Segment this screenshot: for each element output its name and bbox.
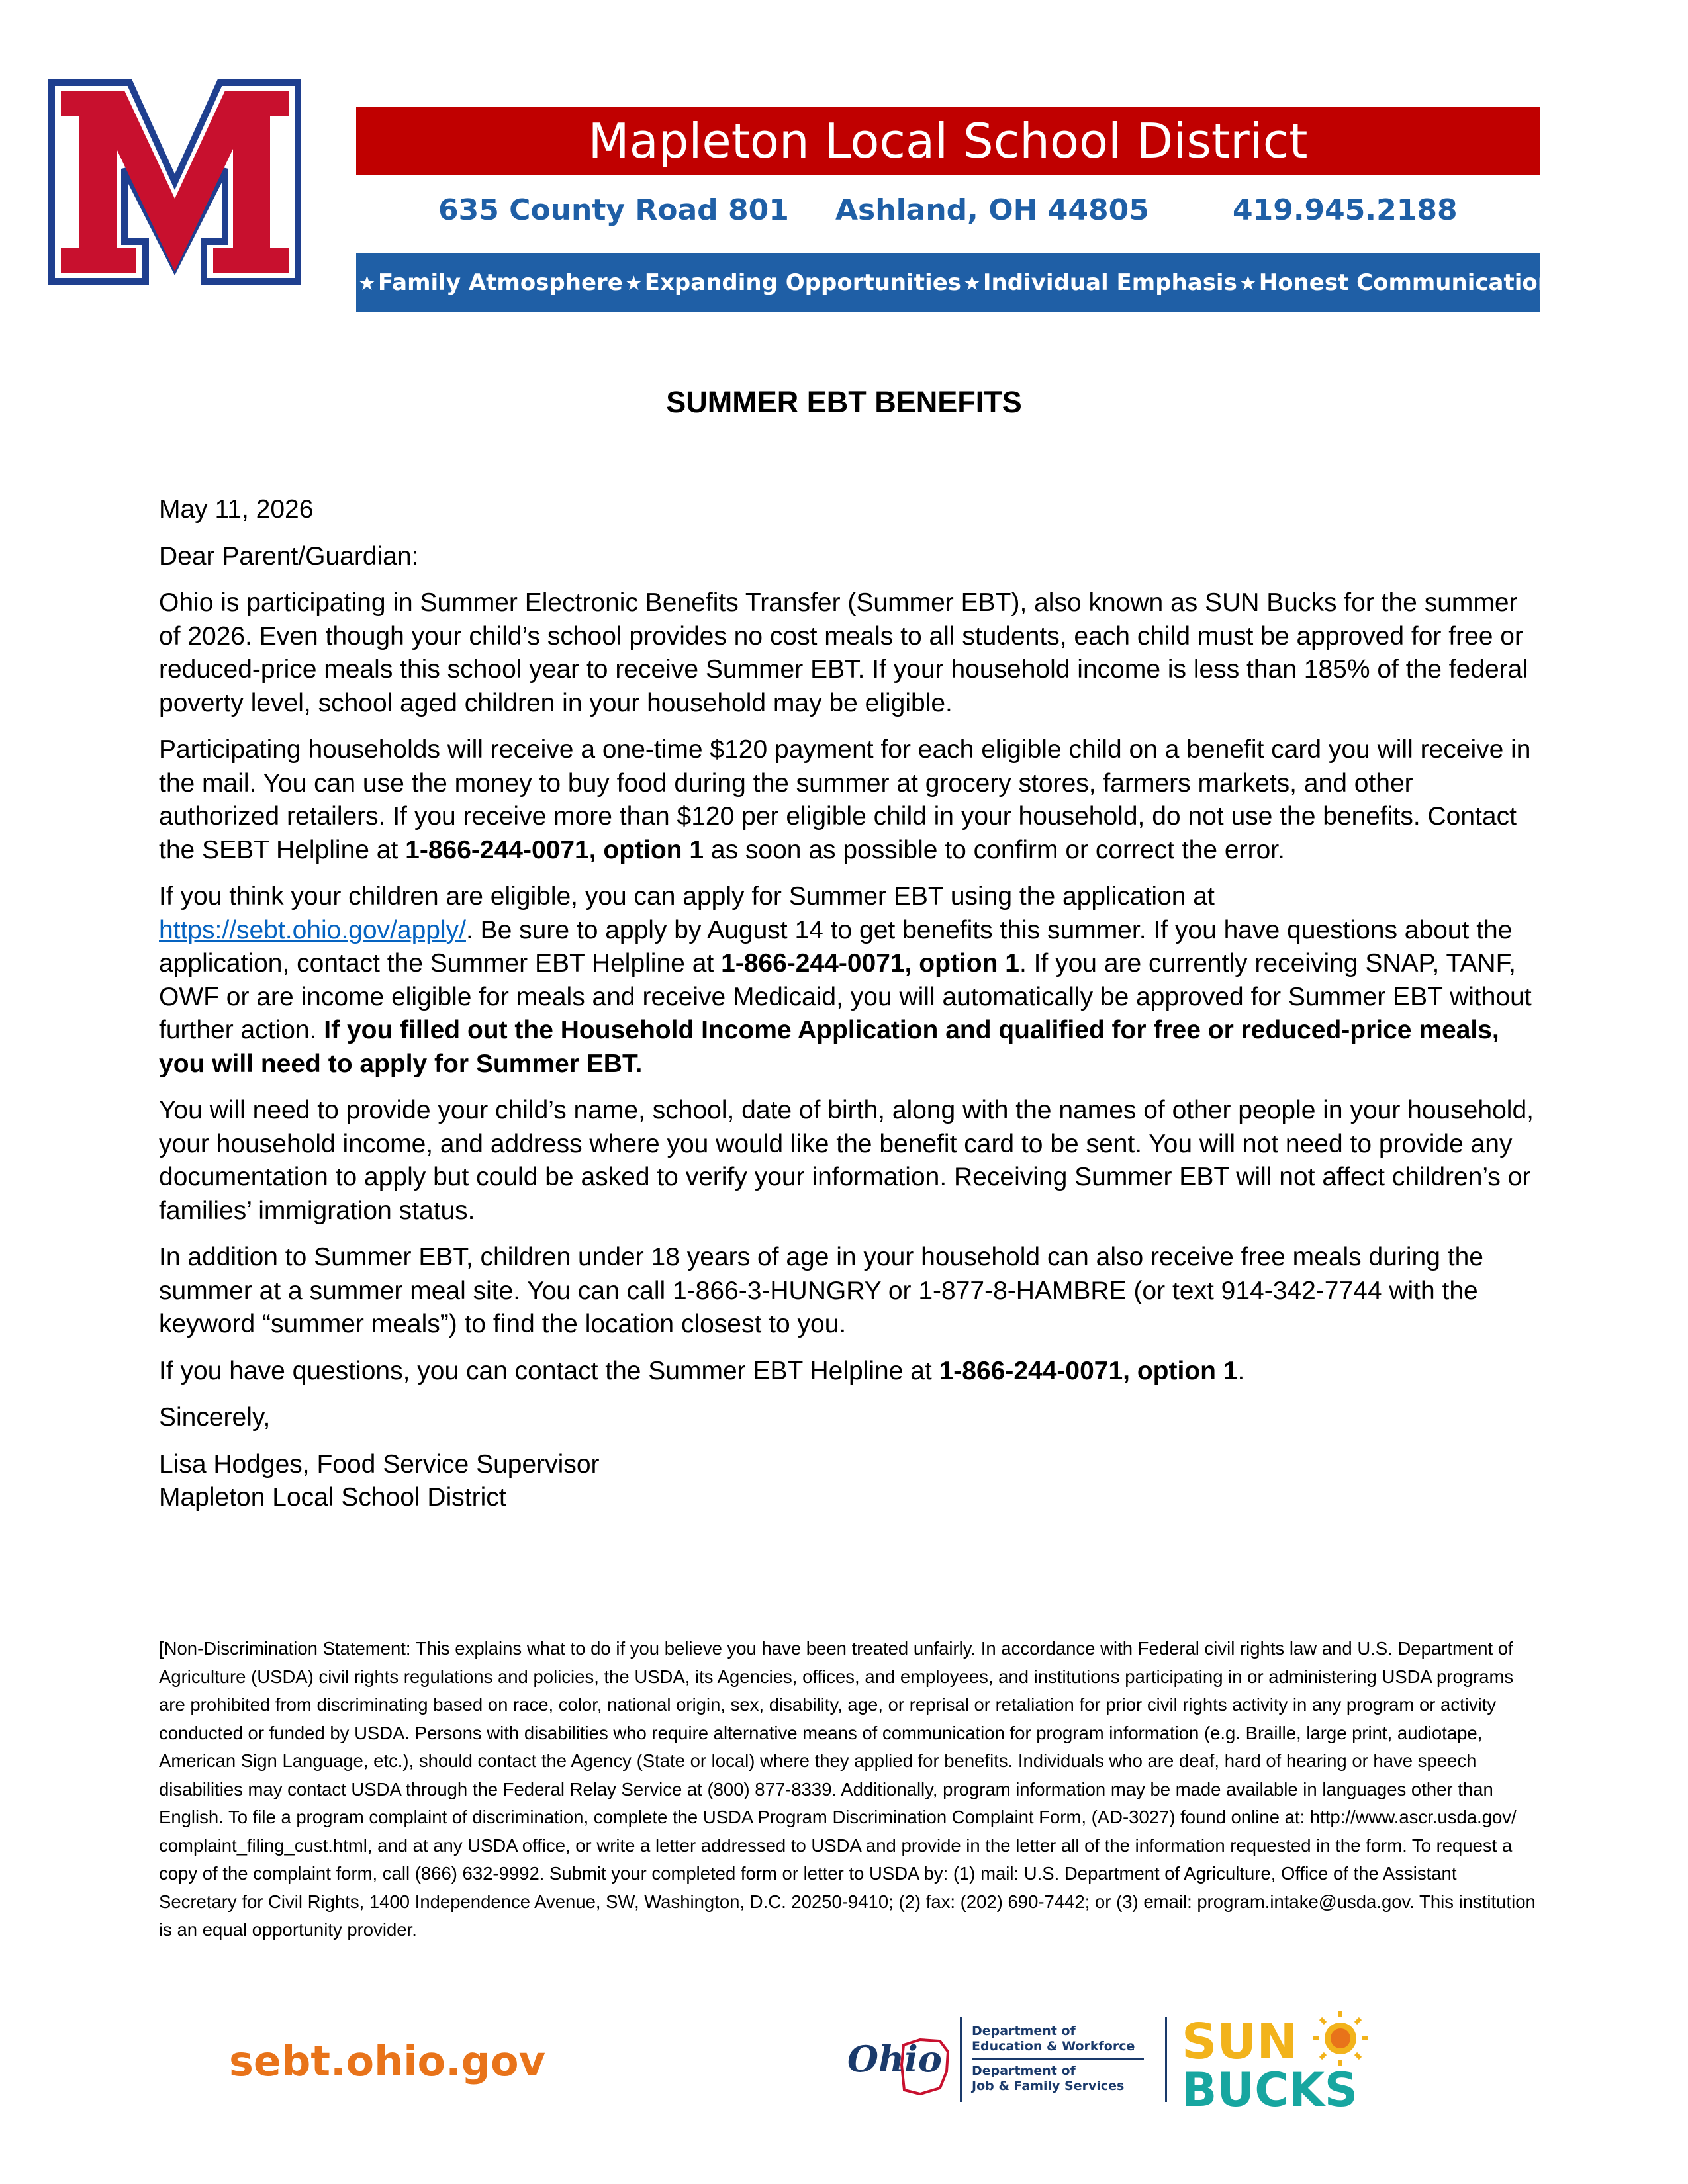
dept2-line2: Job & Family Services — [972, 2079, 1125, 2093]
star-icon: ★ — [1239, 272, 1257, 295]
helpline-number: 1-866-244-0071, option 1 — [939, 1356, 1238, 1385]
ohio-logo — [841, 2025, 963, 2098]
paragraph-5: In addition to Summer EBT, children under 18 years of age in your household can also receive free meals during the summer at a summer meal site. You can call 1-866-3-HUNGRY or 1-877-8-HAMBRE (or text 914-342-7744 with the keyword “summer meals”) to find the location closest to you. — [159, 1243, 1483, 1338]
dept2-line1: Department of — [972, 2064, 1076, 2078]
value-item: Honest Communication — [1258, 269, 1554, 296]
signer-organization: Mapleton Local School District — [159, 1483, 506, 1512]
district-logo-m — [52, 83, 298, 281]
document-title: SUMMER EBT BENEFITS — [666, 385, 1022, 419]
dept1-line2: Education & Workforce — [972, 2039, 1135, 2054]
non-discrimination-statement: [Non-Discrimination Statement: This explains what to do if you believe you have been treated unfairly. In accordance with Federal civil rights law and U.S. Department of Agriculture (USDA) civil rights regulations and policies, the USDA, its Agencies, offices, and employees, and institutions participating in or administering USDA programs are prohibited from discriminating based on race, color, national origin, sex, disability, age, or reprisal or retaliation for prior civil rights activity in any program or activity conducted or funded by USDA. Persons with disabilities who require alternative means of communication for program information (e.g. Braille, large print, audiotape, American Sign Language, etc.), should contact the Agency (State or local) where they applied for benefits. Individuals who are deaf, hard of hearing or have speech disabilities may contact USDA through the Federal Relay Service at (800) 877-8339. Additionally, program information may be made available in languages other than English. To file a program complaint of discrimination, complete the USDA Program Discrimination Complaint Form, (AD-3027) found online at: http://www.ascr.usda.gov/ complaint_filing_cust.html, and at any USDA office, or write a letter addressed to USDA and provide in the letter all of the information requested in the form. To request a copy of the complaint form, call (866) 632-9992. Submit your completed form or letter to USDA by: (1) mail: U.S. Department of Agriculture, Office of the Assistant Secretary for Civil Rights, 1400 Independence Avenue, SW, Washington, D.C. 20250-9410; (2) fax: (202) 690-7442; or (3) email: program.intake@usda.gov. This institution is an equal opportunity provider. — [159, 1638, 1536, 1940]
district-name-banner: Mapleton Local School District — [356, 107, 1540, 175]
paragraph-2: Participating households will receive a one-time $120 payment for each eligible child on a benefit card you will receive in the mail. You can use the money to buy food during the summer at grocery stores, farmers markets, and other authorized retailers. If you receive more than $120 per eligible child in your household, do not use the benefits. Contact the SEBT Helpline at 1-866-244-0071, option 1 as soon as possible to confirm or correct the error. — [159, 735, 1531, 864]
star-icon: ★ — [624, 272, 643, 295]
paragraph-1: Ohio is participating in Summer Electronic Benefits Transfer (Summer EBT), also known as SUN Bucks for the summer of 2026. Even though your child’s school provides no cost meals to all students, each child must be approved for free or reduced-price meals this school year to receive Summer EBT. If your household income is less than 185% of the federal poverty level, school aged children in your household may be eligible. — [159, 588, 1528, 717]
helpline-number: 1-866-244-0071, option 1 — [405, 835, 704, 864]
letter-date: May 11, 2026 — [159, 495, 314, 523]
value-item: Expanding Opportunities — [644, 269, 961, 296]
bucks-text: BUCKS — [1182, 2063, 1358, 2117]
star-icon: ★ — [1555, 272, 1573, 295]
star-icon: ★ — [358, 272, 376, 295]
district-values-bar — [356, 253, 1573, 312]
footer-divider — [1165, 2017, 1167, 2102]
paragraph-4: You will need to provide your child’s name, school, date of birth, along with the names of other people in your household, your household income, and address where you would like the benefit card to be sent. You will not need to provide any documentation to apply but could be asked to verify your information. Receiving Summer EBT will not affect children’s or families’ immigration status. — [159, 1096, 1534, 1225]
district-phone: 419.945.2188 — [1233, 193, 1458, 227]
footer-divider — [960, 2017, 962, 2102]
apply-notice: If you filled out the Household Income Application and qualified for free or reduced-price meals, you will need to apply for Summer EBT. — [159, 1016, 1499, 1078]
star-icon: ★ — [963, 272, 981, 295]
helpline-number: 1-866-244-0071, option 1 — [721, 949, 1019, 978]
district-address: 635 County Road 801 — [438, 193, 789, 227]
apply-link[interactable]: https://sebt.ohio.gov/apply/ — [159, 915, 466, 944]
departments-block — [972, 2024, 1144, 2094]
dept-separator — [972, 2058, 1144, 2060]
letter-closing: Sincerely, — [159, 1403, 271, 1432]
letter-salutation: Dear Parent/Guardian: — [159, 541, 419, 570]
footer-url: sebt.ohio.gov — [229, 2037, 546, 2085]
district-city: Ashland, OH 44805 — [835, 193, 1149, 227]
paragraph-3: If you think your children are eligible, you can apply for Summer EBT using the application at https://sebt.ohio.gov/apply/. Be sure to apply by August 14 to get benefits this summer. If you have questions about the application, contact the Summer EBT Helpline at 1-866-244-0071, option 1. If you are currently receiving SNAP, TANF, OWF or are income eligible for meals and receive Medicaid, you will automatically be approved for Summer EBT without further action. If you filled out the Household Income Application and qualified for free or reduced-price meals, you will need to apply for Summer EBT. — [159, 882, 1532, 1078]
sun-icon — [1313, 2011, 1368, 2066]
value-item: Individual Emphasis — [982, 269, 1237, 296]
dept1-line1: Department of — [972, 2024, 1076, 2038]
letter-body — [159, 493, 1536, 1515]
sun-bucks-logo — [1178, 2012, 1397, 2117]
sun-text: SUN — [1182, 2013, 1298, 2070]
value-item: Family Atmosphere — [377, 269, 623, 296]
paragraph-6: If you have questions, you can contact the Summer EBT Helpline at 1-866-244-0071, option 1. — [159, 1356, 1245, 1385]
signer-name: Lisa Hodges, Food Service Supervisor — [159, 1449, 600, 1479]
ohio-logo-text: Ohio — [847, 2038, 942, 2080]
